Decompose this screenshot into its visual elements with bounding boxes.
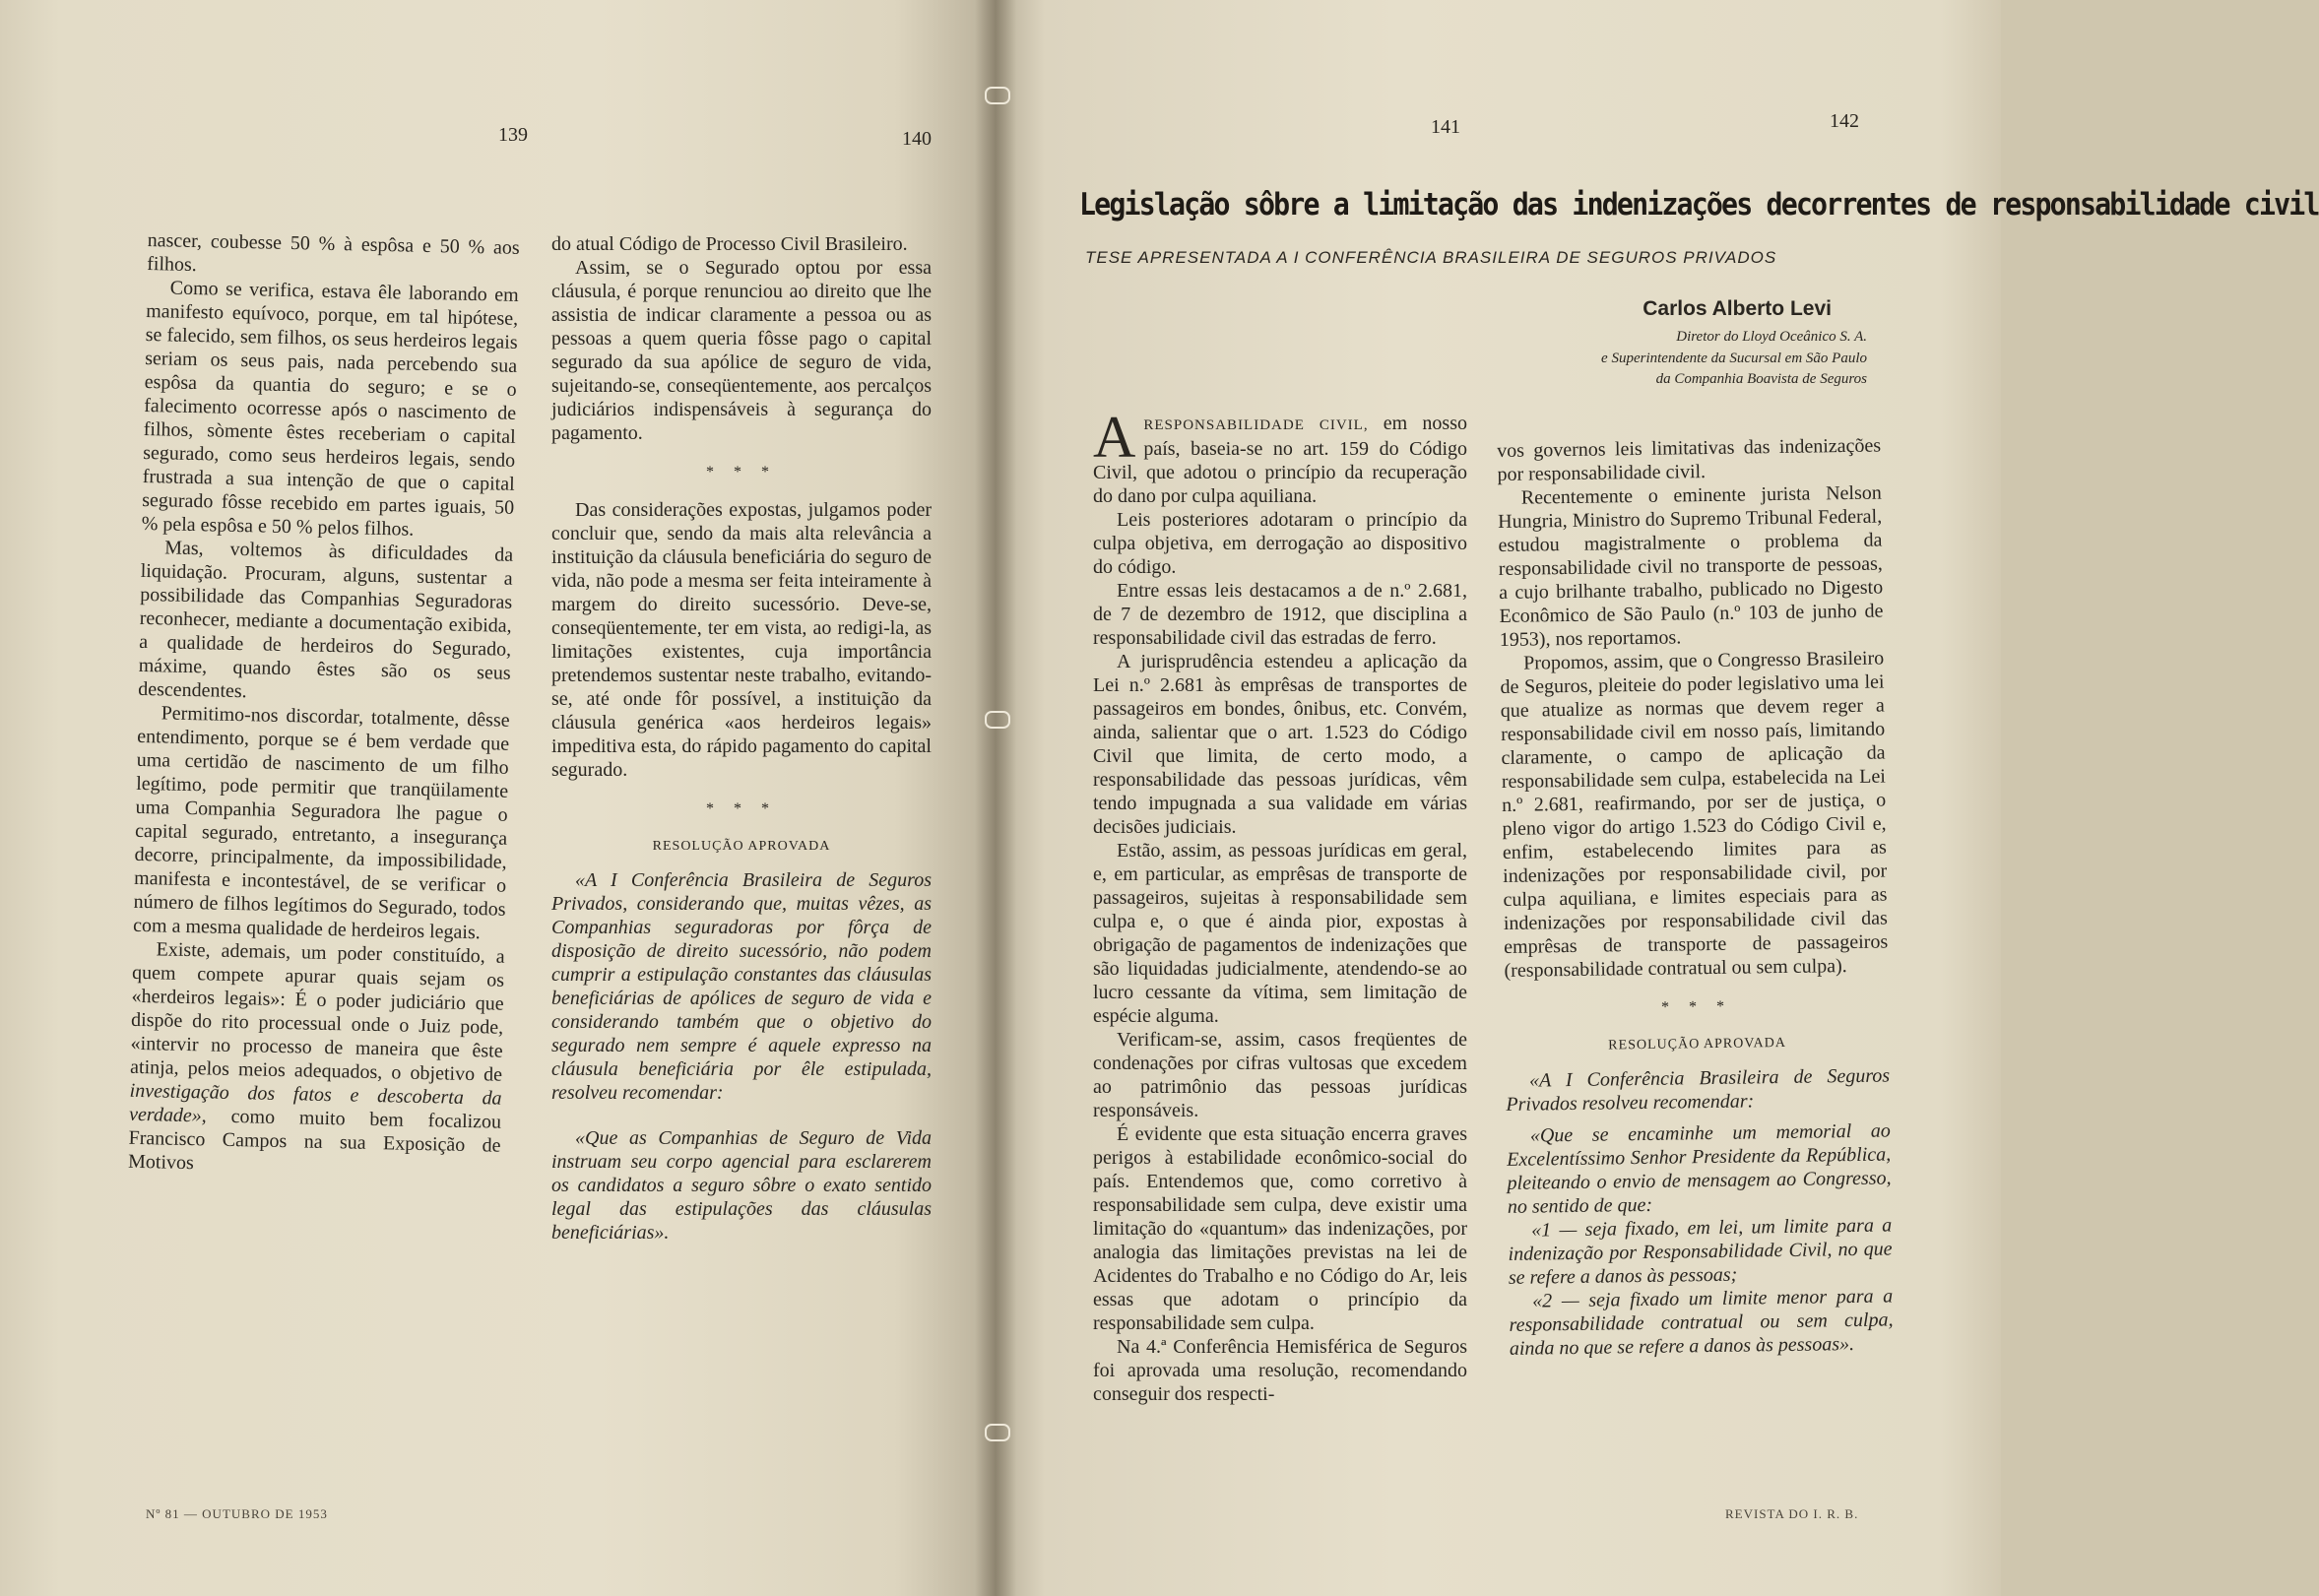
text-run: , como muito bem focalizou Francisco Campos na sua Exposição de Motivos bbox=[127, 1105, 502, 1175]
paragraph: Entre essas leis destacamos a de n.º 2.681, de 7 de dezembro de 1912, que disciplina a responsabilidade civil das estradas de ferro. bbox=[1093, 580, 1467, 649]
paragraph: vos governos leis limitativas das indenizações por responsabilidade civil. bbox=[1497, 434, 1882, 485]
resolution-item: «2 — seja fixado um limite menor para a responsabilidade contratual ou sem culpa, ainda no que se refere a danos às pessoas». bbox=[1509, 1285, 1894, 1360]
right-page-column-1 bbox=[1093, 405, 1467, 1406]
paragraph: Assim, se o Segurado optou por essa cláusula, é porque renunciou ao direito que lhe assistia de indicar claramente a pessoa ou as pessoas a quem queria fôsse pago o capital segurado da sua apólice de seguro de vida, sujeitando-se, conseqüentemente, aos percalços judiciários indispensáveis à segurança do pagamento. bbox=[551, 257, 932, 444]
paragraph: do atual Código de Processo Civil Brasileiro. bbox=[551, 233, 908, 255]
page-number-140: 140 bbox=[902, 128, 932, 150]
paragraph: Leis posteriores adotaram o princípio da culpa objetiva, em derrogação ao dispositivo do código. bbox=[1093, 509, 1467, 578]
drop-cap: A bbox=[1093, 405, 1136, 470]
left-page-column-2 bbox=[551, 232, 932, 1245]
italic-quote: investigação dos fatos e descoberta da verdade» bbox=[128, 1079, 502, 1127]
resolution-text: «Que se encaminhe um memorial ao Excelentíssimo Senhor Presidente da República, pleiteando o envio de mensagem ao Congresso, no sentido de que: bbox=[1507, 1119, 1892, 1218]
paragraph: Mas, voltemos às dificuldades da liquidação. Procuram, alguns, sustentar a possibilidade das Companhias Seguradoras reconhecer, mediante a documentação exibida, a qualidade de herdeiros do Segurado, máxime, quando êstes são os seus descendentes. bbox=[137, 537, 514, 703]
author-affiliation: da Companhia Boavista de Seguros bbox=[1655, 371, 1867, 387]
text-run: Existe, ademais, um poder constituído, a quem compete apurar quais sejam os «herdeiros legais»: É o poder judiciário que dispõe do rito processual onde o Juiz pode, «intervir no processo de maneira que êste atinja, pelos meios adequados, o objetivo de bbox=[129, 938, 505, 1086]
article-title: Legislação sôbre a limitação das indenizações decorrentes de responsabilidade civil bbox=[1079, 187, 2319, 223]
binding-stitch bbox=[985, 1424, 1010, 1441]
paragraph: A jurisprudência estendeu a aplicação da Lei n.º 2.681 às emprêsas de transportes de passageiros em bondes, ônibus, etc. Convém, ainda, salientar que o art. 1.523 do Código Civil que limita, de certo modo, a responsabilidade das pessoas jurídicas, vêm tendo impugnada a sua validade em várias decisões judiciais. bbox=[1093, 651, 1467, 838]
page-number-141: 141 bbox=[1431, 116, 1460, 138]
resolution-text: «A I Conferência Brasileira de Seguros Privados, considerando que, muitas vêzes, as Companhias seguradoras por fôrça de disposição de direito sucessório, não podem cumprir a estipulação constantes das cláusulas beneficiárias de apólices de seguro de vida e considerando também que o objetivo do segurado nem sempre é aquele expresso na cláusula beneficiária por êle estipulada, resolveu recomendar: bbox=[551, 869, 932, 1104]
paragraph bbox=[128, 937, 505, 1181]
left-page-column-1 bbox=[128, 228, 520, 1181]
section-separator: * * * bbox=[1660, 997, 1733, 1016]
left-footer: Nº 81 — OUTUBRO DE 1953 bbox=[146, 1506, 328, 1521]
author-name: Carlos Alberto Levi bbox=[1643, 297, 1832, 320]
text-run: em nosso país, baseia-se no art. 159 do Código Civil, que adotou o princípio da recuperação do dano por culpa aquiliana. bbox=[1093, 413, 1467, 507]
resolution-item: «1 — seja fixado, em lei, um limite para a indenização por Responsabilidade Civil, no que se refere a danos às pessoas; bbox=[1508, 1214, 1893, 1289]
binding-stitch bbox=[985, 87, 1010, 104]
article-subtitle: TESE APRESENTADA A I CONFERÊNCIA BRASILEIRA DE SEGUROS PRIVADOS bbox=[1085, 248, 1777, 267]
book-gutter bbox=[975, 0, 1016, 1596]
section-separator: * * * bbox=[706, 800, 777, 817]
resolution-heading: RESOLUÇÃO APROVADA bbox=[652, 839, 831, 854]
lead-small-caps: RESPONSABILIDADE CIVIL, bbox=[1143, 417, 1369, 433]
paragraph: Na 4.ª Conferência Hemisférica de Seguros foi aprovada uma resolução, recomendando conseguir dos respecti- bbox=[1093, 1336, 1467, 1405]
paragraph: Permitimo-nos discordar, totalmente, dêsse entendimento, porque se é bem verdade que uma certidão de nascimento de um filho legítimo, pode permitir que tranqüilamente uma Companhia Seguradora lhe pague o capital segurado, entretanto, a insegurança decorre, principalmente, da impossibilidade, manifesta e incontestável, de se verificar o número de filhos legítimos do Segurado, todos com a mesma qualidade de herdeiros legais. bbox=[132, 702, 510, 944]
paragraph: Verificam-se, assim, casos freqüentes de condenações por cifras vultosas que excedem ao patrimônio das pessoas jurídicas responsáveis. bbox=[1093, 1029, 1467, 1121]
paragraph: Estão, assim, as pessoas jurídicas em geral, e, em particular, as emprêsas de transporte de passageiros, sujeitas à responsabilidade sem culpa e, o que é ainda pior, expostas à obrigação de pagamentos de indenizações que são liquidadas judicialmente, atendendo-se ao lucro cessante da vítima, sem limitação de espécie alguma. bbox=[1093, 840, 1467, 1027]
paragraph: nascer, coubesse 50 % à espôsa e 50 % aos filhos. bbox=[147, 228, 520, 277]
section-separator: * * * bbox=[706, 464, 777, 480]
resolution-text: «Que as Companhias de Seguro de Vida instruam seu corpo agencial para esclarerem os candidatos a seguro sôbre o exato sentido legal das estipulações das cláusulas beneficiárias». bbox=[551, 1127, 932, 1244]
left-page bbox=[0, 0, 995, 1596]
page-number-142: 142 bbox=[1830, 110, 1859, 132]
paragraph: Recentemente o eminente jurista Nelson Hungria, Ministro do Supremo Tribunal Federal, estudou magistralmente o problema da responsabilidade civil no transporte de pessoas, a cujo brilhante trabalho, publicado no Digesto Econômico de São Paulo (n.º 103 de junho de 1953), nos reportamos. bbox=[1498, 481, 1884, 651]
author-affiliation: e Superintendente da Sucursal em São Paulo bbox=[1601, 351, 1867, 366]
right-page-column-2 bbox=[1497, 434, 1894, 1361]
binding-stitch bbox=[985, 711, 1010, 729]
paragraph: Como se verifica, estava êle laborando em manifesto equívoco, porque, em tal hipótese, se falecido, sem filhos, os seus herdeiros legais seriam os seus pais, nada percebendo sua espôsa da quantia do seguro; e se o falecimento ocorresse após o nascimento de filhos, sòmente êstes receberiam o capital segurado, como seus herdeiros legais, sendo frustrada a sua intenção de que o capital segurado fôsse recebido em partes iguais, 50 % pela espôsa e 50 % pelos filhos. bbox=[141, 277, 519, 541]
resolution-text: «A I Conferência Brasileira de Seguros Privados resolveu recomendar: bbox=[1506, 1064, 1891, 1116]
page-number-139: 139 bbox=[498, 124, 528, 146]
paragraph: Das considerações expostas, julgamos poder concluir que, sendo da mais alta relevância a instituição da cláusula beneficiária do seguro de vida, não pode a mesma ser feita inteiramente à margem do direito sucessório. Deve-se, conseqüentemente, ter em vista, ao redigi-la, as limitações existentes, cuja importância pretendemos sustentar neste trabalho, evitando-se, até onde fôr possível, a instituição da cláusula genérica «aos herdeiros legais» impeditiva esta, do rápido pagamento do capital segurado. bbox=[551, 499, 932, 781]
resolution-heading: RESOLUÇÃO APROVADA bbox=[1608, 1035, 1787, 1053]
author-affiliation: Diretor do Lloyd Oceânico S. A. bbox=[1676, 329, 1867, 345]
paragraph: É evidente que esta situação encerra graves perigos à estabilidade econômico-social do país. Entendemos que, como corretivo à responsabilidade sem culpa, deve existir uma limitação do «quantum» das indenizações, por analogia das limitações previstas na lei de Acidentes do Trabalho e no Código do Ar, leis essas que adotam o princípio da responsabilidade sem culpa. bbox=[1093, 1123, 1467, 1334]
right-footer: REVISTA DO I. R. B. bbox=[1725, 1506, 1859, 1521]
paragraph: Propomos, assim, que o Congresso Brasileiro de Seguros, pleiteie do poder legislativo uma lei que atualize as normas que devem reger a responsabilidade civil em nosso país, limitando claramente, o campo de aplicação da responsabilidade sem culpa, estabelecida na Lei n.º 2.681, reafirmando, por ser de justiça, o pleno vigor do artigo 1.523 do Código Civil e, enfim, estabelecendo limites para as indenizações por responsabilidade civil, por culpa aquiliana, e limites especiais para as indenizações por responsabilidade civil das emprêsas de transporte de passageiros (responsabilidade contratual ou sem culpa). bbox=[1500, 647, 1889, 982]
paragraph bbox=[1093, 405, 1467, 508]
